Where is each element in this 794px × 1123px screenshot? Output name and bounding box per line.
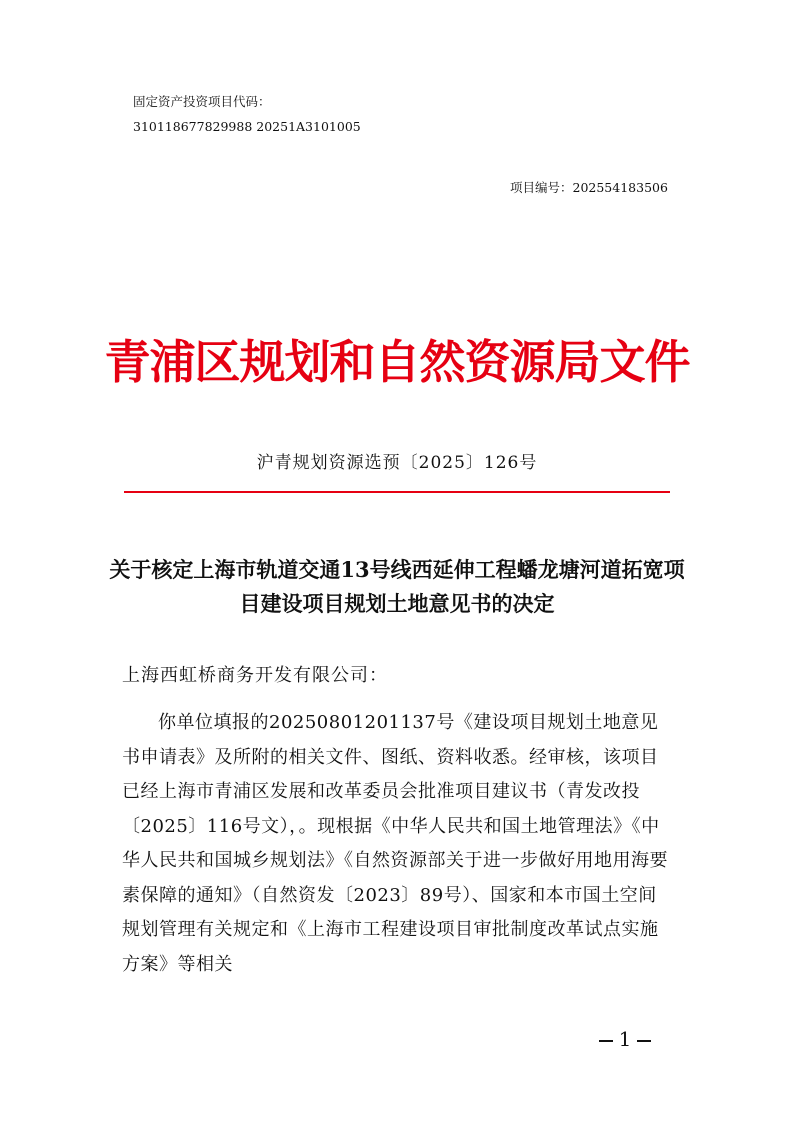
document-number: 沪青规划资源选预〔2025〕126号	[256, 453, 538, 473]
dash-left	[599, 1040, 613, 1042]
body-text	[122, 706, 672, 982]
dash-right	[637, 1040, 651, 1042]
issuing-authority-masthead: 青浦区规划和自然资源局文件	[104, 335, 690, 389]
project-number: 项目编号：202554183506	[510, 180, 668, 195]
document-title: 关于核定上海市轨道交通13号线西延伸工程蟠龙塘河道拓宽项目建设项目规划土地意见书的决定	[109, 557, 685, 616]
fixed-asset-code-value: 310118677829988 20251A3101005	[133, 119, 361, 134]
red-divider-line	[124, 491, 670, 493]
body-paragraph: 你单位填报的20250801201137号《建设项目规划土地意见书申请表》及所附的相关文件、图纸、资料收悉。经审核，该项目已经上海市青浦区发展和改革委员会批准项目建议书（青发改投〔2025〕116号文），。现根据《中华人民共和国土地管理法》《中华人民共和国城乡规划法》《自然资源部关于进一步做好用地用海要素保障的通知》（自然资发〔2023〕89号）、国家和本市国土空间规划管理有关规定和《上海市工程建设项目审批制度改革试点实施方案》等相关	[122, 712, 668, 975]
addressee: 上海西虹桥商务开发有限公司：	[122, 665, 388, 686]
page-number: 1	[618, 1027, 632, 1051]
page-number-footer	[580, 1029, 670, 1049]
fixed-asset-code-label: 固定资产投资项目代码：	[133, 94, 271, 109]
